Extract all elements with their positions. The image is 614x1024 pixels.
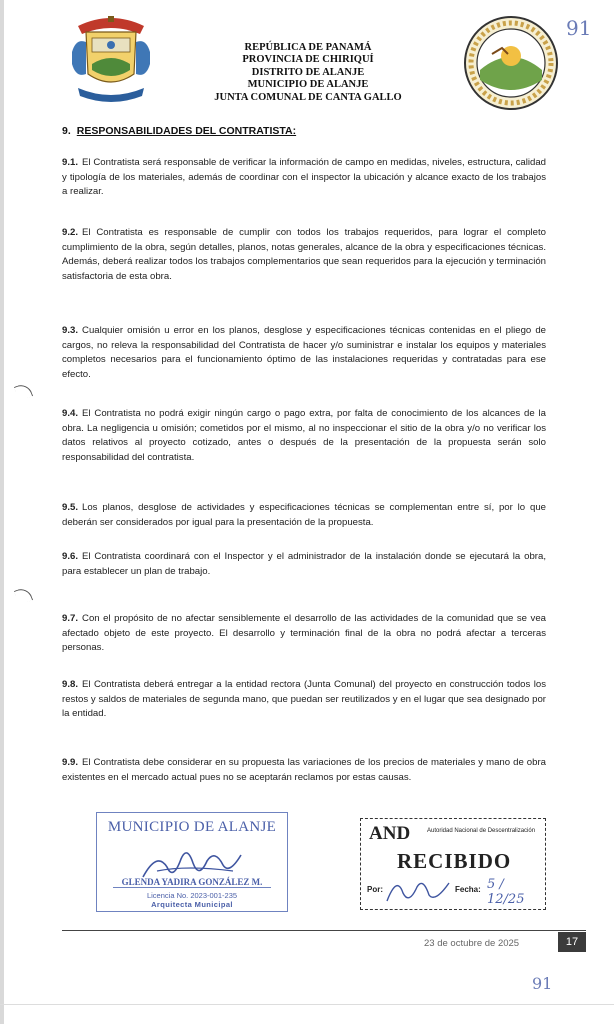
stamp-role: Arquitecta Municipal (151, 900, 233, 909)
municipal-coat-of-arms-icon (68, 12, 154, 104)
clause-number: 9.9. (62, 757, 79, 768)
recibido-stamp (360, 818, 546, 910)
stamp-fecha-label: Fecha: (455, 885, 481, 894)
header-line-municipality: MUNICIPIO DE ALANJE (247, 79, 369, 91)
clause-text: Los planos, desglose de actividades y especificaciones técnicas se complementan entre sí, por lo que deberán ser considerados por igual para la presentación de la propuesta. (62, 502, 546, 528)
clause-9-4 (62, 407, 546, 465)
footer-divider (62, 930, 586, 931)
municipio-stamp (96, 812, 288, 912)
clause-number: 9.5. (62, 502, 79, 513)
clause-text: El Contratista será responsable de verificar la información de campo en medidas, niveles, estructura, calidad y tipología de los materiales, además de coordinar con el inspector la ubicación y alcance exacto de los trabajos a realizar. (62, 157, 546, 198)
handwritten-folio-bottom: 91 (532, 974, 553, 993)
clause-text: El Contratista debe considerar en su propuesta las variaciones de los precios de materiales y mano de obra existentes en el mercado actual pues no se aceptarán reclamos por estas causas. (62, 757, 546, 783)
stamp-fecha-value: 5 / 12/25 (487, 877, 525, 907)
header-line-junta: JUNTA COMUNAL DE CANTA GALLO (214, 91, 402, 103)
clause-text: El Contratista coordinará con el Inspector y el administrador de la instalación donde se ejecutará la obra, para establecer un plan de trabajo. (62, 551, 546, 577)
clause-9-8 (62, 678, 546, 722)
clause-number: 9.8. (62, 679, 79, 690)
receiver-signature-icon (383, 871, 453, 907)
clause-number: 9.3. (62, 325, 79, 336)
footer-date: 23 de octubre de 2025 (424, 938, 520, 949)
clause-text: El Contratista es responsable de cumplir con todos los trabajos requeridos, para lograr el completo cumplimiento de la obra, según detalles, planos, notas generales, alcance de la obra y especificaciones técnicas. Además, deberá realizar todos los trabajos complementarios que sean requeridos para la ejecución y terminación satisfactoria de esta obra. (62, 227, 546, 282)
stamp-por-label: Por: (367, 885, 383, 894)
header-line-province: PROVINCIA DE CHIRIQUÍ (242, 54, 374, 66)
clause-number: 9.7. (62, 613, 79, 624)
clause-number: 9.1. (62, 157, 79, 168)
document-header (160, 42, 456, 104)
junta-comunal-seal-icon (462, 14, 560, 112)
clause-9-5 (62, 501, 546, 530)
stamp-license: Licencia No. 2023-001-235 (146, 891, 238, 900)
stamp-signer-name: GLENDA YADIRA GONZÁLEZ M. (121, 877, 263, 887)
page-number-badge: 17 (558, 932, 586, 952)
header-line-republic: REPÚBLICA DE PANAMÁ (244, 42, 372, 53)
punch-hole-mark (14, 382, 33, 401)
clause-text: Cualquier omisión u error en los planos, desglose y especificaciones técnicas contenidas en el pliego de cargos, no releva la responsabilidad del Contratista de hacer y/o suministrar e instalar los equipos y materiales completos necesarios para el funcionamiento óptimo de las instalaciones requeridas y contratadas para ese efecto. (62, 325, 546, 380)
clause-number: 9.6. (62, 551, 79, 562)
clause-9-6 (62, 550, 546, 579)
clause-9-7 (62, 612, 546, 656)
page-bottom-edge (0, 1004, 614, 1005)
section-title: RESPONSABILIDADES DEL CONTRATISTA: (76, 125, 297, 137)
header-line-district: DISTRITO DE ALANJE (251, 66, 365, 78)
stamp-agency-code: AND (369, 823, 411, 844)
clause-number: 9.2. (62, 227, 79, 238)
page-edge-shadow (0, 0, 4, 1024)
handwritten-folio-number: 91 (566, 16, 592, 40)
stamp-title: MUNICIPIO DE ALANJE (107, 819, 277, 835)
stamp-divider (113, 887, 271, 888)
section-heading (62, 125, 296, 137)
punch-hole-mark (14, 586, 33, 605)
clause-9-9 (62, 756, 546, 785)
clause-9-2 (62, 226, 546, 284)
stamp-received-label: RECIBIDO (397, 849, 512, 873)
clause-text: El Contratista no podrá exigir ningún cargo o pago extra, por falta de conocimiento de los alcances de la obra. La negligencia u omisión; cometidos por el mismo, al no inspeccionar el sitio de la obra y/o no verificar los datos relativos al proyecto cotizado, antes o después de la presentación de la propuesta serán solo responsabilidad del contratista. (62, 408, 546, 463)
stamp-authority: Autoridad Nacional de Descentralización (427, 828, 536, 834)
clause-number: 9.4. (62, 408, 79, 419)
clause-text: Con el propósito de no afectar sensiblemente el desarrollo de las actividades de la comunidad que se vea afectado objeto de este proyecto. El desarrollo y terminación final de la obra no podrá afectar a terceras personas. (62, 613, 546, 654)
clause-9-3 (62, 324, 546, 382)
clause-9-1 (62, 156, 546, 200)
section-number: 9. (62, 125, 71, 137)
clause-text: El Contratista deberá entregar a la entidad rectora (Junta Comunal) del proyecto en construcción todos los restos y saldos de materiales de segunda mano, que puedan ser reutilizados y en el lugar que sea designado por la entidad. (62, 679, 546, 720)
